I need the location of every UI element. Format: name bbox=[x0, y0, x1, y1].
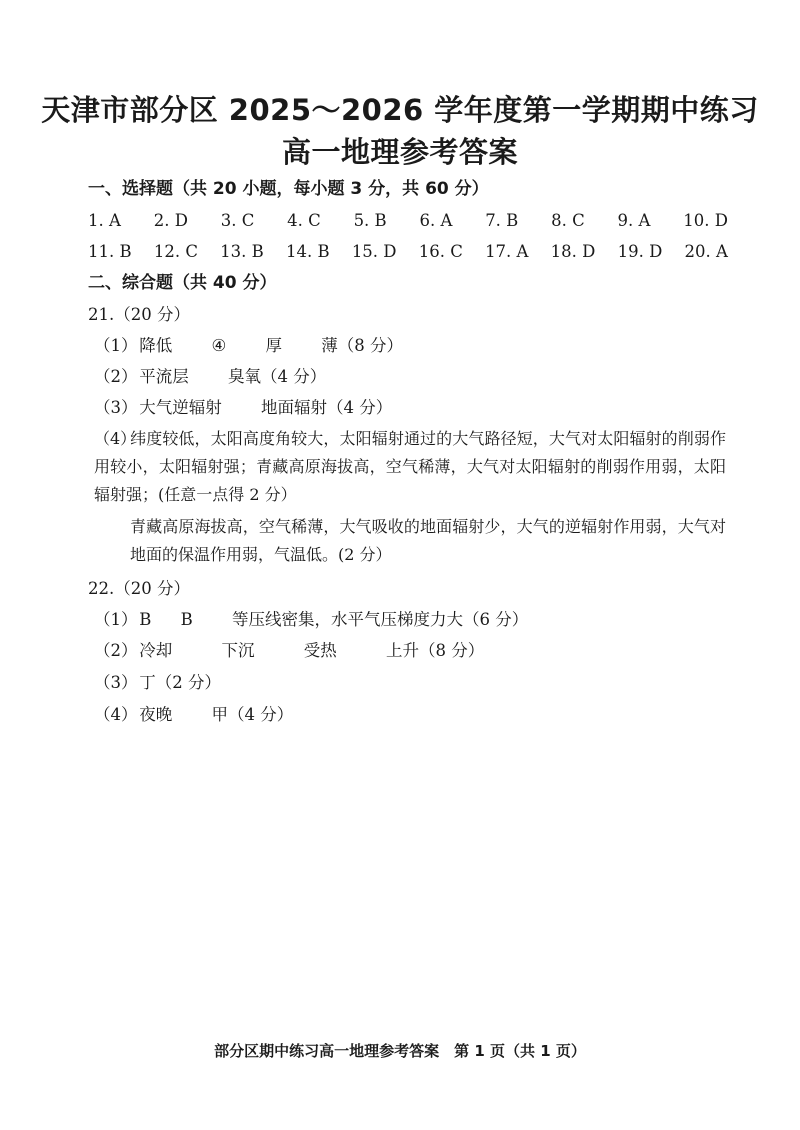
q21-part-4 bbox=[94, 425, 726, 509]
document-subtitle: 高一地理参考答案 bbox=[281, 135, 518, 169]
answer-paragraph: 纬度较低，太阳高度角较大，太阳辐射通过的大气路径短，大气对太阳辐射的削弱作用较小，太阳辐射强；青藏高原海拔高，空气稀薄，大气对太阳辐射的削弱作用弱，太阳辐射强；(任意一点得 2 分） bbox=[94, 429, 726, 504]
answer-text: 大气逆辐射 bbox=[139, 398, 222, 417]
mc-answer: 8. C bbox=[551, 211, 585, 230]
mc-answer: 15. D bbox=[351, 242, 397, 261]
part-number: （3） bbox=[94, 398, 138, 417]
part-number: （1） bbox=[94, 610, 138, 629]
mc-answer: 12. C bbox=[153, 242, 198, 261]
q21-part-1 bbox=[94, 335, 437, 357]
section-comprehensive-heading: 二、综合题（共 40 分） bbox=[88, 273, 277, 293]
answer-text: 等压线密集，水平气压梯度力大（6 分） bbox=[232, 610, 529, 629]
mc-answer: 13. B bbox=[220, 242, 264, 261]
part-number: （2） bbox=[94, 641, 138, 660]
part-number: （4） bbox=[94, 429, 137, 448]
answer-text: 受热 bbox=[303, 641, 337, 660]
page-footer: 部分区期中练习高一地理参考答案 第 1 页（共 1 页） bbox=[214, 1042, 586, 1060]
mc-answer: 11. B bbox=[88, 242, 132, 261]
q22-part-2 bbox=[94, 640, 518, 662]
answer-text: 夜晚 bbox=[139, 705, 173, 724]
answer-text: 下沉 bbox=[221, 641, 255, 660]
answer-text: 上升（8 分） bbox=[386, 641, 485, 660]
answer-text: 地面辐射（4 分） bbox=[261, 398, 393, 417]
mc-answer: 7. B bbox=[485, 211, 519, 230]
q22-part-1 bbox=[94, 609, 562, 631]
part-number: （2） bbox=[94, 367, 138, 386]
mc-answer: 16. C bbox=[418, 242, 463, 261]
document-title: 天津市部分区 2025～2026 学年度第一学期期中练习 bbox=[41, 93, 759, 127]
question-22-label: 22.（20 分） bbox=[88, 579, 190, 598]
mc-answer: 10. D bbox=[683, 211, 728, 230]
q22-part-4 bbox=[94, 704, 327, 726]
answer-text: 降低 bbox=[139, 336, 173, 355]
mc-answer: 1. A bbox=[88, 211, 121, 230]
answer-paragraph: 青藏高原海拔高，空气稀薄，大气吸收的地面辐射少，大气的逆辐射作用弱，大气对地面的保温作用弱，气温低。(2 分） bbox=[130, 517, 726, 564]
mc-answer: 18. D bbox=[550, 242, 596, 261]
part-number: （3） bbox=[94, 673, 138, 692]
section-multiple-choice-heading: 一、选择题（共 20 小题，每小题 3 分，共 60 分） bbox=[88, 179, 489, 199]
answer-text: 臭氧（4 分） bbox=[228, 367, 327, 386]
answer-text: 丁（2 分） bbox=[139, 673, 221, 692]
answer-text: B bbox=[180, 610, 193, 629]
answer-text: 薄（8 分） bbox=[321, 336, 404, 355]
part-number: （4） bbox=[94, 705, 138, 724]
answer-text: 冷却 bbox=[139, 641, 173, 660]
question-21-label: 21.（20 分） bbox=[88, 305, 190, 324]
mc-answer: 20. A bbox=[684, 242, 728, 261]
mc-answer: 6. A bbox=[419, 211, 453, 230]
mc-answer: 2. D bbox=[153, 211, 188, 230]
answer-text: 厚 bbox=[265, 336, 283, 355]
mc-answer: 3. C bbox=[220, 211, 255, 230]
mc-answer: 5. B bbox=[353, 211, 387, 230]
answer-text: 平流层 bbox=[139, 367, 189, 386]
mc-answers-row-2 bbox=[88, 241, 728, 263]
part-number: （1） bbox=[94, 336, 138, 355]
answer-text: ④ bbox=[211, 336, 227, 355]
mc-answer: 19. D bbox=[617, 242, 663, 261]
mc-answer: 9. A bbox=[617, 211, 651, 230]
q21-part-3 bbox=[94, 397, 426, 419]
q22-part-3 bbox=[94, 672, 255, 694]
answer-text: B bbox=[139, 610, 152, 629]
answer-text: 甲（4 分） bbox=[211, 705, 294, 724]
mc-answer: 14. B bbox=[285, 242, 330, 261]
q21-part-2 bbox=[94, 366, 360, 388]
mc-answer: 17. A bbox=[485, 242, 529, 261]
q21-part-4-continued bbox=[130, 513, 726, 569]
mc-answer: 4. C bbox=[287, 211, 321, 230]
mc-answers-row-1 bbox=[88, 210, 728, 232]
